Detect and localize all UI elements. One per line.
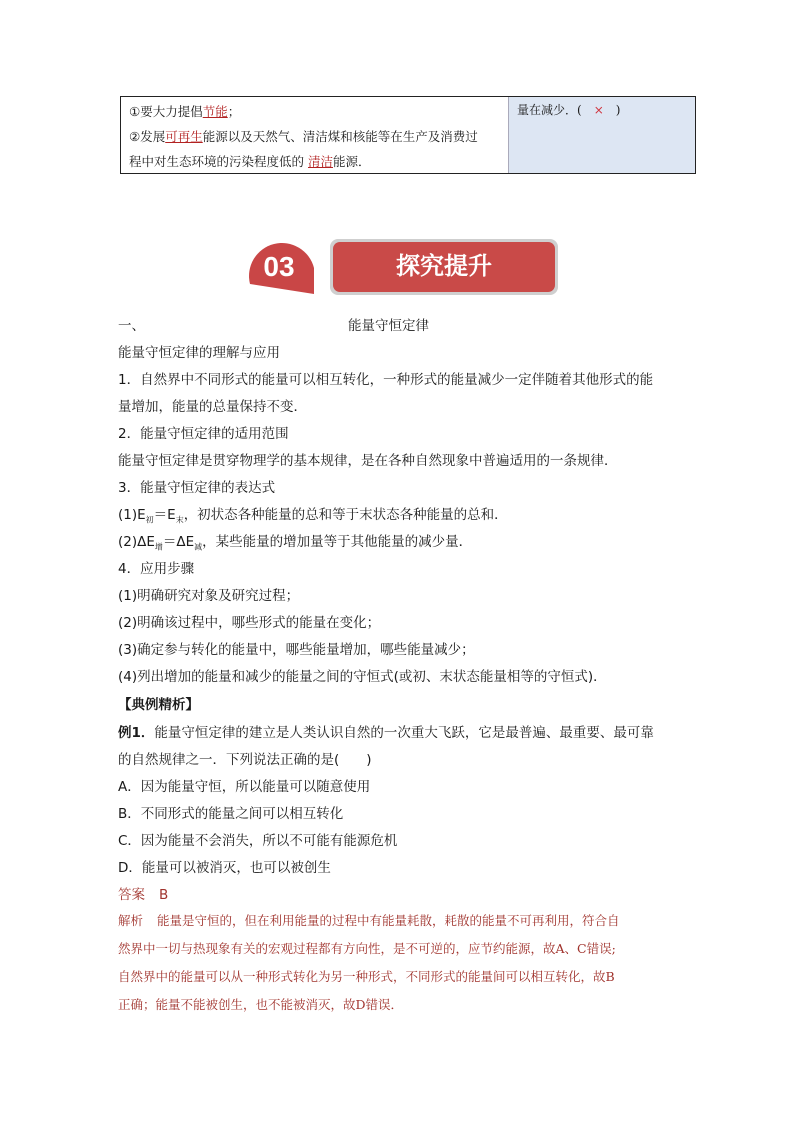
question-label: 例1．: [118, 725, 155, 741]
option-b: B．不同形式的能量之间可以相互转化: [118, 806, 344, 822]
heading-4: 4．应用步骤: [118, 561, 195, 577]
summary-table: [120, 96, 696, 174]
answer-value: B: [159, 887, 169, 903]
formula-1: $(1)E_初=E_末$，初状态各种能量的总和等于末状态各种能量的总和．: [118, 507, 508, 525]
heading-3: 3．能量守恒定律的表达式: [118, 480, 276, 496]
question-line-b: 的自然规律之一．下列说法正确的是( ): [118, 752, 372, 768]
step-3: (3)确定参与转化的能量中，哪些能量增加，哪些能量减少；: [118, 642, 475, 658]
paragraph-1a: 1．自然界中不同形式的能量可以相互转化，一种形式的能量减少一定伴随着其他形式的能: [118, 372, 654, 388]
explanation-line-2: 然界中一切与热现象有关的宏观过程都有方向性，是不可逆的，应节约能源，故A、C错误;: [118, 941, 616, 956]
section-number: 一、: [118, 318, 145, 334]
answer-label: 答案: [118, 887, 145, 903]
section-banner: [236, 236, 566, 306]
summary-line-2: ②发展可再生能源以及天然气、清洁煤和核能等在生产及消费过: [129, 129, 478, 144]
summary-right-cell: 量在减少．( × ): [508, 97, 695, 173]
summary-left-cell: [121, 97, 508, 173]
banner-number: 03: [263, 251, 295, 282]
step-2: (2)明确该过程中，哪些形式的能量在变化；: [118, 615, 381, 631]
formula-2: $(2)\Delta E_增=\Delta E_减$，某些能量的增加量等于其他能量的减少量．: [118, 534, 473, 552]
step-4: (4)列出增加的能量和减少的能量之间的守恒式(或初、末状态能量相等的守恒式)．: [118, 669, 607, 685]
option-d: D．能量可以被消灭，也可以被创生: [118, 860, 331, 876]
wrong-mark: ×: [593, 103, 604, 117]
summary-line-3: 程中对生态环境的污染程度低的 清洁能源．: [129, 154, 371, 169]
example-header: 【典例精析】: [118, 697, 199, 713]
section-title: 能量守恒定律: [348, 318, 429, 334]
option-c: C．因为能量不会消失，所以不可能有能源危机: [118, 833, 398, 849]
subsection-title: 能量守恒定律的理解与应用: [118, 345, 280, 361]
explanation-line-4: 正确；能量不能被创生，也不能被消灭，故D错误．: [118, 997, 404, 1012]
summary-line-1: ①要大力提倡节能；: [129, 104, 241, 119]
paragraph-1b: 量增加，能量的总量保持不变．: [118, 399, 307, 415]
explanation-line-3: 自然界中的能量可以从一种形式转化为另一种形式，不同形式的能量间可以相互转化，故B: [118, 969, 615, 984]
question-line-a: 例1．能量守恒定律的建立是人类认识自然的一次重大飞跃，它是最普遍、最重要、最可靠: [118, 725, 654, 741]
banner-title: 探究提升: [396, 252, 492, 280]
explanation-line-1: 解析 能量是守恒的，但在利用能量的过程中有能量耗散，耗散的能量不可再利用，符合自: [118, 913, 620, 928]
explanation-label: 解析: [118, 913, 144, 928]
option-a: A．因为能量守恒，所以能量可以随意使用: [118, 779, 371, 795]
paragraph-2: 能量守恒定律是贯穿物理学的基本规律，是在各种自然现象中普遍适用的一条规律．: [118, 453, 618, 469]
answer-line: [118, 883, 168, 903]
step-1: (1)明确研究对象及研究过程；: [118, 588, 300, 604]
heading-2: 2．能量守恒定律的适用范围: [118, 426, 289, 442]
